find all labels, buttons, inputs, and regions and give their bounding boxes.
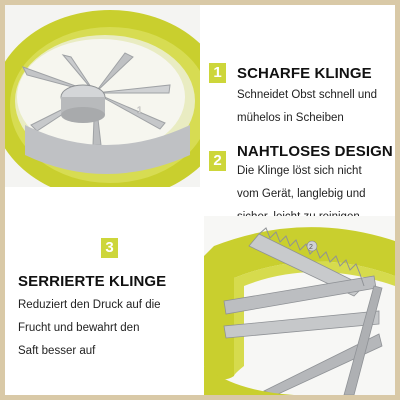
feature-1-line-1: Schneidet Obst schnell und xyxy=(237,89,378,101)
feature-3-line-1: Reduziert den Druck auf die xyxy=(18,299,161,311)
feature-2-heading: NAHTLOSES DESIGN xyxy=(237,143,393,160)
feature-1-description xyxy=(237,84,397,130)
photo-marker-2: 2 xyxy=(309,244,313,251)
slicer-photo-top xyxy=(5,5,200,187)
feature-3-line-2: Frucht und bewahrt den xyxy=(18,322,140,334)
feature-3-heading: SERRIERTE KLINGE xyxy=(18,273,167,290)
feature-3-number: 3 xyxy=(101,238,118,258)
feature-3-description xyxy=(18,294,203,363)
feature-2-number: 2 xyxy=(209,151,226,171)
feature-1-line-2: mühelos in Scheiben xyxy=(237,112,344,124)
feature-3-line-3: Saft besser auf xyxy=(18,345,96,357)
photo-marker-1: 1 xyxy=(137,105,143,115)
feature-1-number: 1 xyxy=(209,63,226,83)
feature-1-heading: SCHARFE KLINGE xyxy=(237,65,372,82)
slicer-photo-closeup xyxy=(204,216,395,395)
feature-2-line-1: Die Klinge löst sich nicht xyxy=(237,165,362,177)
feature-2-line-2: vom Gerät, langlebig und xyxy=(237,188,366,200)
